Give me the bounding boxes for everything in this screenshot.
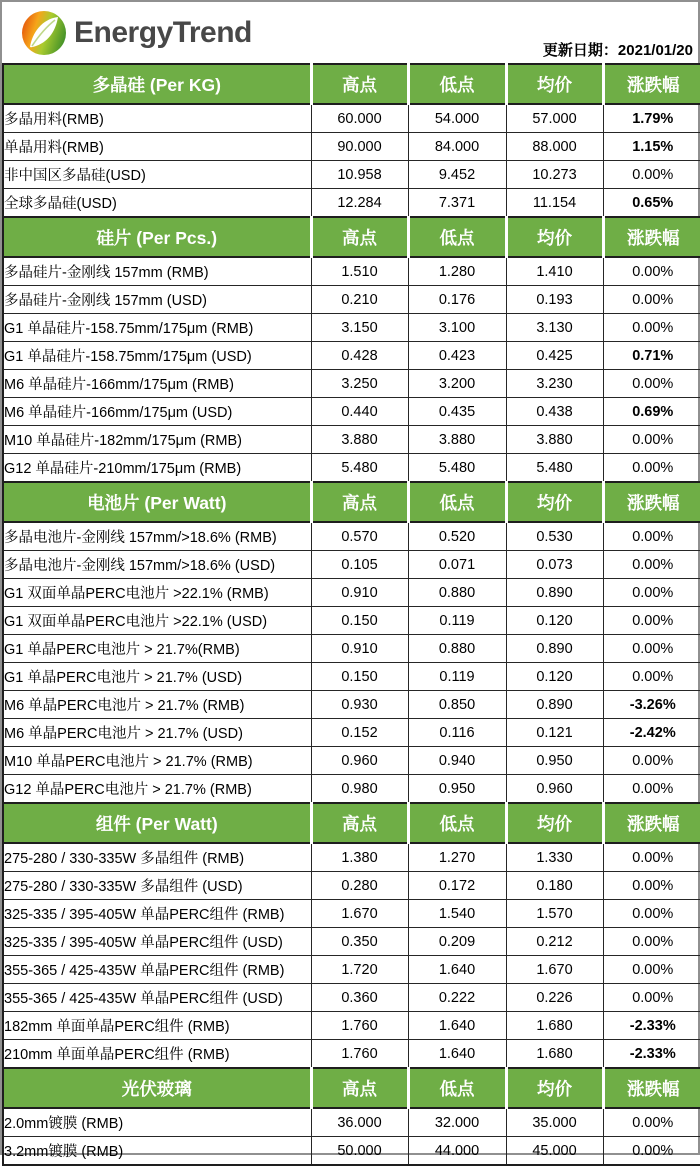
change-value: 0.00% xyxy=(603,257,700,286)
column-header-avg: 均价 xyxy=(506,803,603,843)
energytrend-logo xyxy=(20,9,252,57)
low-value: 0.880 xyxy=(408,579,506,607)
change-value: 0.00% xyxy=(603,1137,700,1166)
avg-value: 0.890 xyxy=(506,691,603,719)
product-label: G1 单晶硅片-158.75mm/175μm (RMB) xyxy=(3,314,311,342)
product-label: G1 单晶硅片-158.75mm/175μm (USD) xyxy=(3,342,311,370)
column-header-low: 低点 xyxy=(408,217,506,257)
section-title: 多晶硅 (Per KG) xyxy=(3,64,311,104)
product-label: 全球多晶硅(USD) xyxy=(3,189,311,218)
product-label: M6 单晶硅片-166mm/175μm (RMB) xyxy=(3,370,311,398)
high-value: 0.360 xyxy=(311,984,408,1012)
change-value: -2.33% xyxy=(603,1040,700,1069)
column-header-high: 高点 xyxy=(311,482,408,522)
change-value: 0.00% xyxy=(603,928,700,956)
avg-value: 0.438 xyxy=(506,398,603,426)
low-value: 0.520 xyxy=(408,522,506,551)
low-value: 54.000 xyxy=(408,104,506,133)
price-table xyxy=(2,63,700,1166)
product-label: 非中国区多晶硅(USD) xyxy=(3,161,311,189)
column-header-high: 高点 xyxy=(311,64,408,104)
avg-value: 11.154 xyxy=(506,189,603,218)
price-row xyxy=(3,928,700,956)
product-label: 多晶用料(RMB) xyxy=(3,104,311,133)
avg-value: 3.230 xyxy=(506,370,603,398)
low-value: 0.119 xyxy=(408,663,506,691)
change-value: 0.00% xyxy=(603,663,700,691)
section-header-row xyxy=(3,1068,700,1108)
price-row xyxy=(3,719,700,747)
high-value: 0.910 xyxy=(311,579,408,607)
product-label: 2.0mm镀膜 (RMB) xyxy=(3,1108,311,1137)
price-row xyxy=(3,635,700,663)
column-header-change: 涨跌幅 xyxy=(603,803,700,843)
product-label: G12 单晶PERC电池片 > 21.7% (RMB) xyxy=(3,775,311,804)
change-value: 0.00% xyxy=(603,286,700,314)
change-value: 0.00% xyxy=(603,872,700,900)
product-label: 210mm 单面单晶PERC组件 (RMB) xyxy=(3,1040,311,1069)
product-label: G1 单晶PERC电池片 > 21.7% (USD) xyxy=(3,663,311,691)
column-header-high: 高点 xyxy=(311,803,408,843)
high-value: 90.000 xyxy=(311,133,408,161)
product-label: 182mm 单面单晶PERC组件 (RMB) xyxy=(3,1012,311,1040)
high-value: 1.670 xyxy=(311,900,408,928)
price-row xyxy=(3,747,700,775)
avg-value: 1.570 xyxy=(506,900,603,928)
price-row xyxy=(3,984,700,1012)
avg-value: 1.680 xyxy=(506,1012,603,1040)
avg-value: 88.000 xyxy=(506,133,603,161)
price-row xyxy=(3,426,700,454)
product-label: 355-365 / 425-435W 单晶PERC组件 (RMB) xyxy=(3,956,311,984)
price-row xyxy=(3,607,700,635)
change-value: 0.00% xyxy=(603,843,700,872)
low-value: 3.200 xyxy=(408,370,506,398)
product-label: 325-335 / 395-405W 单晶PERC组件 (USD) xyxy=(3,928,311,956)
price-row xyxy=(3,104,700,133)
column-header-low: 低点 xyxy=(408,64,506,104)
avg-value: 1.680 xyxy=(506,1040,603,1069)
high-value: 0.960 xyxy=(311,747,408,775)
change-value: 0.00% xyxy=(603,161,700,189)
low-value: 0.119 xyxy=(408,607,506,635)
avg-value: 0.180 xyxy=(506,872,603,900)
column-header-high: 高点 xyxy=(311,217,408,257)
column-header-change: 涨跌幅 xyxy=(603,1068,700,1108)
product-label: G12 单晶硅片-210mm/175μm (RMB) xyxy=(3,454,311,483)
product-label: 275-280 / 330-335W 多晶组件 (RMB) xyxy=(3,843,311,872)
high-value: 0.350 xyxy=(311,928,408,956)
price-row xyxy=(3,189,700,218)
high-value: 1.510 xyxy=(311,257,408,286)
column-header-low: 低点 xyxy=(408,482,506,522)
price-row xyxy=(3,314,700,342)
avg-value: 1.670 xyxy=(506,956,603,984)
low-value: 1.640 xyxy=(408,1012,506,1040)
low-value: 0.116 xyxy=(408,719,506,747)
price-table-body xyxy=(3,64,700,1165)
avg-value: 0.950 xyxy=(506,747,603,775)
high-value: 1.760 xyxy=(311,1012,408,1040)
high-value: 0.105 xyxy=(311,551,408,579)
avg-value: 0.120 xyxy=(506,607,603,635)
update-date xyxy=(543,39,693,60)
price-row xyxy=(3,579,700,607)
avg-value: 3.880 xyxy=(506,426,603,454)
low-value: 32.000 xyxy=(408,1108,506,1137)
change-value: 0.00% xyxy=(603,635,700,663)
avg-value: 0.073 xyxy=(506,551,603,579)
price-row xyxy=(3,257,700,286)
low-value: 0.940 xyxy=(408,747,506,775)
avg-value: 0.193 xyxy=(506,286,603,314)
high-value: 12.284 xyxy=(311,189,408,218)
avg-value: 0.212 xyxy=(506,928,603,956)
section-header-row xyxy=(3,217,700,257)
change-value: -2.42% xyxy=(603,719,700,747)
change-value: 0.71% xyxy=(603,342,700,370)
low-value: 0.071 xyxy=(408,551,506,579)
price-row xyxy=(3,370,700,398)
section-title: 电池片 (Per Watt) xyxy=(3,482,311,522)
avg-value: 35.000 xyxy=(506,1108,603,1137)
leaf-icon xyxy=(20,9,68,57)
price-row xyxy=(3,775,700,804)
low-value: 0.435 xyxy=(408,398,506,426)
avg-value: 1.330 xyxy=(506,843,603,872)
low-value: 0.209 xyxy=(408,928,506,956)
price-row xyxy=(3,956,700,984)
avg-value: 5.480 xyxy=(506,454,603,483)
high-value: 0.440 xyxy=(311,398,408,426)
change-value: 0.00% xyxy=(603,775,700,804)
product-label: 多晶硅片-金刚线 157mm (RMB) xyxy=(3,257,311,286)
low-value: 84.000 xyxy=(408,133,506,161)
change-value: 1.79% xyxy=(603,104,700,133)
section-header-row xyxy=(3,64,700,104)
avg-value: 0.890 xyxy=(506,635,603,663)
product-label: G1 单晶PERC电池片 > 21.7%(RMB) xyxy=(3,635,311,663)
low-value: 9.452 xyxy=(408,161,506,189)
low-value: 3.880 xyxy=(408,426,506,454)
change-value: 0.00% xyxy=(603,579,700,607)
high-value: 1.720 xyxy=(311,956,408,984)
high-value: 10.958 xyxy=(311,161,408,189)
high-value: 3.250 xyxy=(311,370,408,398)
price-row xyxy=(3,161,700,189)
price-row xyxy=(3,398,700,426)
change-value: 0.00% xyxy=(603,314,700,342)
update-date-value: 2021/01/20 xyxy=(617,42,693,59)
change-value: 0.00% xyxy=(603,984,700,1012)
price-row xyxy=(3,1040,700,1069)
price-row xyxy=(3,551,700,579)
high-value: 1.380 xyxy=(311,843,408,872)
product-label: 355-365 / 425-435W 单晶PERC组件 (USD) xyxy=(3,984,311,1012)
high-value: 3.150 xyxy=(311,314,408,342)
product-label: 3.2mm镀膜 (RMB) xyxy=(3,1137,311,1166)
price-row xyxy=(3,1137,700,1166)
price-row xyxy=(3,663,700,691)
product-label: 单晶用料(RMB) xyxy=(3,133,311,161)
high-value: 0.152 xyxy=(311,719,408,747)
price-row xyxy=(3,133,700,161)
section-header-row xyxy=(3,803,700,843)
price-row xyxy=(3,843,700,872)
change-value: 0.00% xyxy=(603,370,700,398)
product-label: M6 单晶硅片-166mm/175μm (USD) xyxy=(3,398,311,426)
low-value: 0.850 xyxy=(408,691,506,719)
low-value: 5.480 xyxy=(408,454,506,483)
product-label: 275-280 / 330-335W 多晶组件 (USD) xyxy=(3,872,311,900)
high-value: 0.150 xyxy=(311,663,408,691)
low-value: 0.222 xyxy=(408,984,506,1012)
avg-value: 0.890 xyxy=(506,579,603,607)
change-value: 0.65% xyxy=(603,189,700,218)
price-row xyxy=(3,522,700,551)
change-value: 0.00% xyxy=(603,1108,700,1137)
change-value: 0.00% xyxy=(603,551,700,579)
avg-value: 0.425 xyxy=(506,342,603,370)
product-label: M10 单晶硅片-182mm/175μm (RMB) xyxy=(3,426,311,454)
column-header-avg: 均价 xyxy=(506,482,603,522)
product-label: M6 单晶PERC电池片 > 21.7% (USD) xyxy=(3,719,311,747)
page-header xyxy=(2,2,698,63)
price-row xyxy=(3,1012,700,1040)
low-value: 3.100 xyxy=(408,314,506,342)
avg-value: 1.410 xyxy=(506,257,603,286)
section-title: 硅片 (Per Pcs.) xyxy=(3,217,311,257)
high-value: 50.000 xyxy=(311,1137,408,1166)
high-value: 0.910 xyxy=(311,635,408,663)
low-value: 44.000 xyxy=(408,1137,506,1166)
low-value: 0.176 xyxy=(408,286,506,314)
high-value: 0.930 xyxy=(311,691,408,719)
product-label: 多晶硅片-金刚线 157mm (USD) xyxy=(3,286,311,314)
high-value: 0.280 xyxy=(311,872,408,900)
low-value: 0.172 xyxy=(408,872,506,900)
section-title: 光伏玻璃 xyxy=(3,1068,311,1108)
product-label: G1 双面单晶PERC电池片 >22.1% (USD) xyxy=(3,607,311,635)
column-header-avg: 均价 xyxy=(506,217,603,257)
avg-value: 0.960 xyxy=(506,775,603,804)
column-header-avg: 均价 xyxy=(506,64,603,104)
high-value: 1.760 xyxy=(311,1040,408,1069)
change-value: 1.15% xyxy=(603,133,700,161)
change-value: 0.00% xyxy=(603,426,700,454)
price-row xyxy=(3,691,700,719)
change-value: 0.00% xyxy=(603,747,700,775)
price-row xyxy=(3,454,700,483)
price-row xyxy=(3,342,700,370)
high-value: 3.880 xyxy=(311,426,408,454)
column-header-change: 涨跌幅 xyxy=(603,217,700,257)
avg-value: 45.000 xyxy=(506,1137,603,1166)
column-header-low: 低点 xyxy=(408,803,506,843)
low-value: 1.640 xyxy=(408,1040,506,1069)
change-value: -3.26% xyxy=(603,691,700,719)
high-value: 0.210 xyxy=(311,286,408,314)
column-header-avg: 均价 xyxy=(506,1068,603,1108)
low-value: 0.423 xyxy=(408,342,506,370)
high-value: 36.000 xyxy=(311,1108,408,1137)
price-row xyxy=(3,872,700,900)
section-header-row xyxy=(3,482,700,522)
high-value: 0.570 xyxy=(311,522,408,551)
avg-value: 0.530 xyxy=(506,522,603,551)
high-value: 0.428 xyxy=(311,342,408,370)
column-header-low: 低点 xyxy=(408,1068,506,1108)
column-header-change: 涨跌幅 xyxy=(603,64,700,104)
avg-value: 10.273 xyxy=(506,161,603,189)
change-value: 0.69% xyxy=(603,398,700,426)
product-label: G1 双面单晶PERC电池片 >22.1% (RMB) xyxy=(3,579,311,607)
low-value: 1.280 xyxy=(408,257,506,286)
low-value: 1.640 xyxy=(408,956,506,984)
section-title: 组件 (Per Watt) xyxy=(3,803,311,843)
low-value: 0.950 xyxy=(408,775,506,804)
low-value: 0.880 xyxy=(408,635,506,663)
change-value: 0.00% xyxy=(603,522,700,551)
avg-value: 0.226 xyxy=(506,984,603,1012)
avg-value: 3.130 xyxy=(506,314,603,342)
column-header-high: 高点 xyxy=(311,1068,408,1108)
high-value: 5.480 xyxy=(311,454,408,483)
product-label: M6 单晶PERC电池片 > 21.7% (RMB) xyxy=(3,691,311,719)
high-value: 60.000 xyxy=(311,104,408,133)
logo-text: EnergyTrend xyxy=(74,16,252,49)
avg-value: 0.121 xyxy=(506,719,603,747)
high-value: 0.150 xyxy=(311,607,408,635)
avg-value: 0.120 xyxy=(506,663,603,691)
low-value: 1.270 xyxy=(408,843,506,872)
update-date-label: 更新日期： xyxy=(542,42,618,59)
product-label: 325-335 / 395-405W 单晶PERC组件 (RMB) xyxy=(3,900,311,928)
low-value: 1.540 xyxy=(408,900,506,928)
avg-value: 57.000 xyxy=(506,104,603,133)
price-row xyxy=(3,900,700,928)
change-value: 0.00% xyxy=(603,900,700,928)
change-value: 0.00% xyxy=(603,454,700,483)
change-value: 0.00% xyxy=(603,956,700,984)
low-value: 7.371 xyxy=(408,189,506,218)
high-value: 0.980 xyxy=(311,775,408,804)
price-row xyxy=(3,1108,700,1137)
product-label: 多晶电池片-金刚线 157mm/>18.6% (RMB) xyxy=(3,522,311,551)
change-value: 0.00% xyxy=(603,607,700,635)
change-value: -2.33% xyxy=(603,1012,700,1040)
product-label: M10 单晶PERC电池片 > 21.7% (RMB) xyxy=(3,747,311,775)
product-label: 多晶电池片-金刚线 157mm/>18.6% (USD) xyxy=(3,551,311,579)
column-header-change: 涨跌幅 xyxy=(603,482,700,522)
price-row xyxy=(3,286,700,314)
